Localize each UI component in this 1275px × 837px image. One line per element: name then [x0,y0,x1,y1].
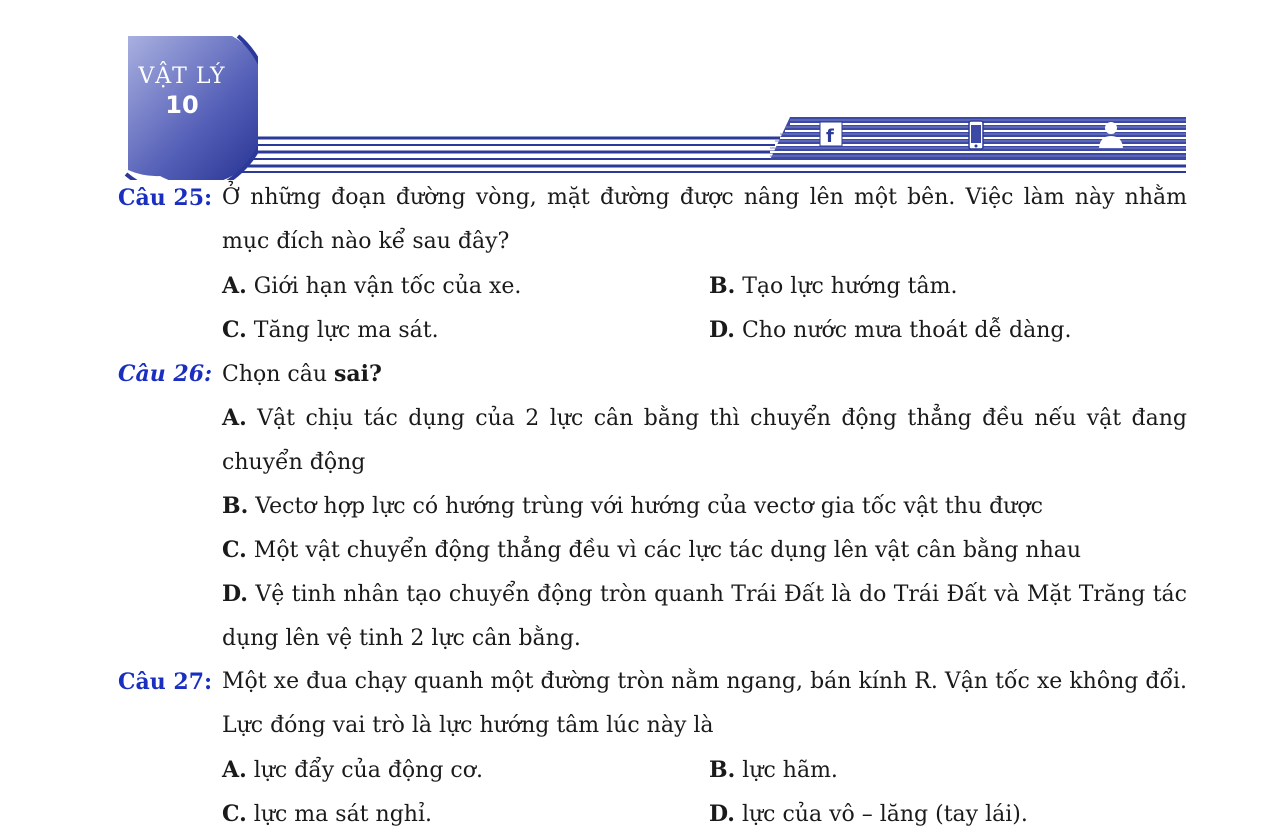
question-stem: Một xe đua chạy quanh một đường tròn nằm ngang, bán kính R. Vận tốc xe không đổi. Lực đóng vai trò là lực hướng tâm lúc này là [222,669,1187,738]
grade-label: 10 [165,91,199,119]
option-text: Tăng lực ma sát. [246,318,439,343]
option-text: Vật chịu tác dụng của 2 lực cân bằng thì chuyển động thẳng đều nếu vật đang chuyển động [222,406,1187,475]
option-b[interactable] [709,748,838,793]
badge-text [128,64,236,120]
option-text: lực đẩy của động cơ. [246,758,483,783]
question-number: Câu 26: [118,361,213,387]
svg-text:f: f [826,126,834,147]
question-stem [222,352,1187,397]
stem-emphasis: sai? [334,361,382,387]
option-text: Giới hạn vận tốc của xe. [246,274,522,299]
stem-text: Chọn câu [222,362,335,387]
option-letter: D. [709,317,735,343]
option-a[interactable] [222,264,521,309]
option-text: Vectơ hợp lực có hướng trùng với hướng của vectơ gia tốc vật thu được [248,494,1043,519]
option-letter: A. [222,757,247,783]
question-stem: Ở những đoạn đường vòng, mặt đường được nâng lên một bên. Việc làm này nhằm mục đích nào kể sau đây? [222,185,1187,254]
option-letter: C. [222,317,247,343]
option-c[interactable] [222,792,432,837]
option-letter: C. [222,537,247,563]
option-b[interactable] [709,264,957,309]
phone-icon[interactable] [966,120,986,152]
page-header [0,0,1275,185]
option-letter: A. [222,405,247,431]
option-text: Cho nước mưa thoát dễ dàng. [734,318,1072,343]
question-number: Câu 27: [118,669,213,695]
option-d[interactable] [709,308,1071,353]
option-text: lực ma sát nghỉ. [246,802,432,827]
option-a[interactable] [222,396,1187,485]
option-text: Một vật chuyển động thẳng đều vì các lực tác dụng lên vật cân bằng nhau [246,538,1082,563]
facebook-icon[interactable] [818,120,846,150]
option-a[interactable] [222,748,483,793]
option-b[interactable] [222,484,1187,529]
option-c[interactable] [222,308,439,353]
option-letter: D. [709,801,735,827]
subject-label: VẬT LÝ [138,64,226,89]
option-letter: D. [222,581,248,607]
option-text: lực của vô – lăng (tay lái). [734,802,1028,827]
option-d[interactable] [709,792,1028,837]
option-letter: B. [709,757,736,783]
option-letter: B. [709,273,736,299]
option-c[interactable] [222,528,1187,573]
option-text: Vệ tinh nhân tạo chuyển động tròn quanh Trái Đất là do Trái Đất và Mặt Trăng tác dụng lên vệ tinh 2 lực cân bằng. [222,582,1187,651]
option-letter: B. [222,493,249,519]
option-d[interactable] [222,572,1187,661]
option-text: Tạo lực hướng tâm. [735,274,958,299]
user-icon[interactable] [1096,120,1126,150]
option-text: lực hãm. [735,758,838,783]
question-number: Câu 25: [118,185,213,211]
option-letter: C. [222,801,247,827]
option-letter: A. [222,273,247,299]
